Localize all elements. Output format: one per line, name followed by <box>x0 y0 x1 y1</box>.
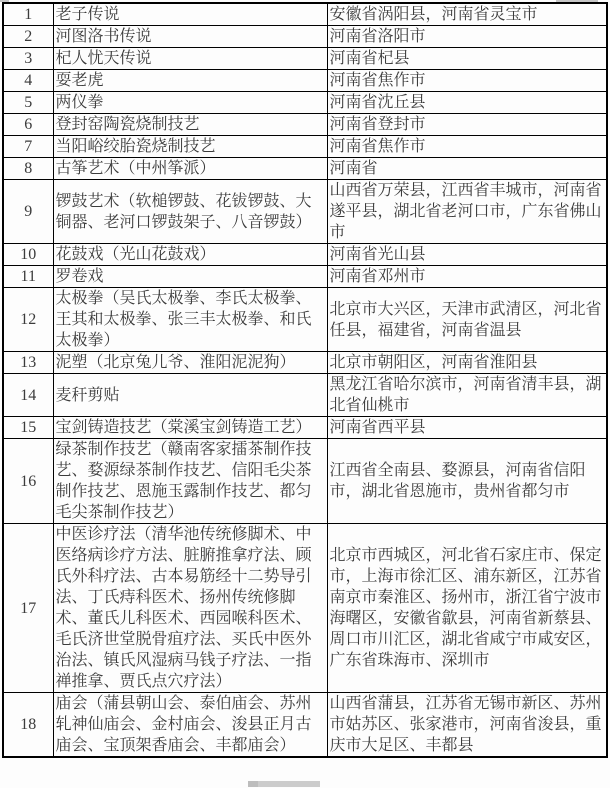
item-name-cell: 罗卷戏 <box>53 266 327 288</box>
heritage-table <box>2 2 608 758</box>
item-name-cell: 泥塑（北京兔儿爷、淮阳泥泥狗） <box>53 352 327 374</box>
table-row <box>3 288 607 352</box>
heritage-table-body <box>3 3 607 757</box>
item-name-cell: 中医诊疗法（清华池传统修脚术、中医络病诊疗方法、脏腑推拿疗法、顾氏外科疗法、古本易筋经十二势导引法、丁氏痔科医术、扬州传统修脚术、董氏儿科医术、西园喉科医术、毛氏济世堂脱骨疽疗法、买氏中医外治法、镇氏风湿病马钱子疗法、一指禅推拿、贾氏点穴疗法） <box>53 524 327 693</box>
locations-cell: 安徽省涡阳县，河南省灵宝市 <box>327 3 607 26</box>
locations-cell: 山西省蒲县，江苏省无锡市新区、苏州市姑苏区、张家港市，河南省浚县，重庆市大足区、丰都县 <box>327 693 607 758</box>
locations-cell: 山西省万荣县，江西省丰城市，河南省遂平县，湖北省老河口市，广东省佛山市 <box>327 180 607 244</box>
row-number-cell: 18 <box>3 693 53 758</box>
table-row <box>3 693 607 758</box>
item-name-cell: 杞人忧天传说 <box>53 48 327 70</box>
item-name-cell: 耍老虎 <box>53 70 327 92</box>
locations-cell: 河南省登封市 <box>327 114 607 136</box>
table-row <box>3 439 607 524</box>
item-name-cell: 两仪拳 <box>53 92 327 114</box>
item-name-cell: 当阳峪绞胎瓷烧制技艺 <box>53 136 327 158</box>
row-number-cell: 14 <box>3 374 53 417</box>
row-number-cell: 17 <box>3 524 53 693</box>
row-number-cell: 9 <box>3 180 53 244</box>
row-number-cell: 11 <box>3 266 53 288</box>
locations-cell: 河南省 <box>327 158 607 180</box>
item-name-cell: 河图洛书传说 <box>53 26 327 48</box>
locations-cell: 北京市大兴区，天津市武清区，河北省任县，福建省，河南省温县 <box>327 288 607 352</box>
locations-cell: 河南省邓州市 <box>327 266 607 288</box>
row-number-cell: 15 <box>3 417 53 439</box>
locations-cell: 河南省杞县 <box>327 48 607 70</box>
table-row <box>3 136 607 158</box>
table-row <box>3 48 607 70</box>
item-name-cell: 老子传说 <box>53 3 327 26</box>
locations-cell: 河南省焦作市 <box>327 70 607 92</box>
row-number-cell: 4 <box>3 70 53 92</box>
row-number-cell: 16 <box>3 439 53 524</box>
table-row <box>3 374 607 417</box>
locations-cell: 河南省洛阳市 <box>327 26 607 48</box>
item-name-cell: 绿茶制作技艺（赣南客家擂茶制作技艺、婺源绿茶制作技艺、信阳毛尖茶制作技艺、恩施玉露制作技艺、都匀毛尖茶制作技艺） <box>53 439 327 524</box>
table-row <box>3 70 607 92</box>
table-row <box>3 180 607 244</box>
locations-cell: 河南省焦作市 <box>327 136 607 158</box>
table-row <box>3 3 607 26</box>
table-row <box>3 244 607 266</box>
row-number-cell: 3 <box>3 48 53 70</box>
table-row <box>3 114 607 136</box>
row-number-cell: 6 <box>3 114 53 136</box>
row-number-cell: 8 <box>3 158 53 180</box>
locations-cell: 河南省西平县 <box>327 417 607 439</box>
locations-cell: 河南省沈丘县 <box>327 92 607 114</box>
table-row <box>3 26 607 48</box>
item-name-cell: 锣鼓艺术（软槌锣鼓、花钹锣鼓、大铜器、老河口锣鼓架子、八音锣鼓） <box>53 180 327 244</box>
locations-cell: 江西省全南县、婺源县，河南省信阳市，湖北省恩施市，贵州省都匀市 <box>327 439 607 524</box>
item-name-cell: 宝剑铸造技艺（棠溪宝剑铸造工艺） <box>53 417 327 439</box>
row-number-cell: 5 <box>3 92 53 114</box>
table-row <box>3 417 607 439</box>
table-row <box>3 524 607 693</box>
row-number-cell: 13 <box>3 352 53 374</box>
locations-cell: 北京市西城区，河北省石家庄市、保定市，上海市徐汇区、浦东新区，江苏省南京市秦淮区、扬州市，浙江省宁波市海曙区，安徽省歙县，河南省新蔡县、周口市川汇区，湖北省咸宁市咸安区，广东省珠海市、深圳市 <box>327 524 607 693</box>
table-row <box>3 158 607 180</box>
row-number-cell: 10 <box>3 244 53 266</box>
horizontal-scrollbar-thumb[interactable] <box>248 781 320 787</box>
table-row <box>3 92 607 114</box>
item-name-cell: 登封窑陶瓷烧制技艺 <box>53 114 327 136</box>
row-number-cell: 1 <box>3 3 53 26</box>
locations-cell: 黑龙江省哈尔滨市，河南省清丰县，湖北省仙桃市 <box>327 374 607 417</box>
table-row <box>3 352 607 374</box>
locations-cell: 河南省光山县 <box>327 244 607 266</box>
row-number-cell: 2 <box>3 26 53 48</box>
item-name-cell: 花鼓戏（光山花鼓戏） <box>53 244 327 266</box>
item-name-cell: 太极拳（吴氏太极拳、李氏太极拳、王其和太极拳、张三丰太极拳、和氏太极拳） <box>53 288 327 352</box>
row-number-cell: 7 <box>3 136 53 158</box>
item-name-cell: 庙会（蒲县朝山会、泰伯庙会、苏州轧神仙庙会、金村庙会、浚县正月古庙会、宝顶架香庙会、丰都庙会） <box>53 693 327 758</box>
locations-cell: 北京市朝阳区，河南省淮阳县 <box>327 352 607 374</box>
item-name-cell: 古筝艺术（中州筝派） <box>53 158 327 180</box>
item-name-cell: 麦秆剪贴 <box>53 374 327 417</box>
row-number-cell: 12 <box>3 288 53 352</box>
table-row <box>3 266 607 288</box>
